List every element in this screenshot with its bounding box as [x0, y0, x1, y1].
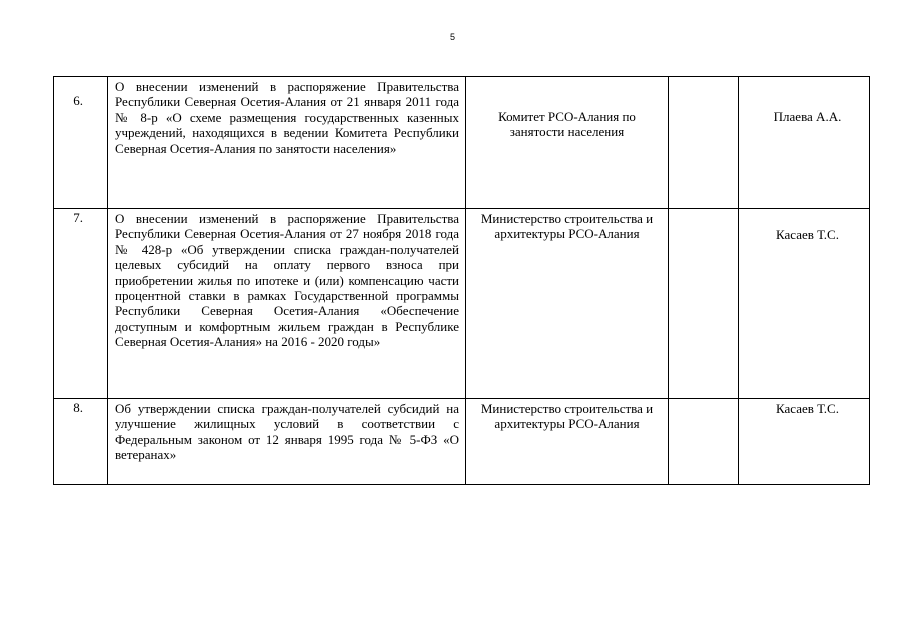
row-organization: Министерство строительства и архитектуры РСО-Алания — [466, 209, 669, 399]
row-number: 8. — [54, 399, 108, 485]
description-text: О внесении изменений в распоряжение Правительства Республики Северная Осетия-Алания от 27 ноября 2018 года № 428-р «Об утверждении списка граждан-получателей целевых субсидий на оплату первого взноса при приобретении жилья по ипотеке и (или) компенсацию части процентной ставки в рамках Государственной программы Республики Северная Осетия-Алания «Обеспечение доступным и комфортным жильем граждан в Республике Северная Осетия-Алания» на 2016 - 2020 годы» — [115, 211, 459, 350]
row-description — [108, 77, 466, 209]
plan-table — [53, 76, 870, 485]
row-description — [108, 399, 466, 485]
row-term — [669, 399, 739, 485]
row-organization: Министерство строительства и архитектуры РСО-Алания — [466, 399, 669, 485]
row-responsible: Плаева А.А. — [739, 77, 870, 209]
row-number: 6. — [54, 77, 108, 209]
table-row — [54, 209, 870, 399]
table-row — [54, 399, 870, 485]
description-text: О внесении изменений в распоряжение Правительства Республики Северная Осетия-Алания от 21 января 2011 года № 8-р «О схеме размещения государственных казенных учреждений, находящихся в ведении Комитета Республики Северная Осетия-Алания по занятости населения» — [115, 79, 459, 156]
row-organization: Комитет РСО-Алания по занятости населения — [466, 77, 669, 209]
table-row — [54, 77, 870, 209]
row-responsible: Касаев Т.С. — [739, 399, 870, 485]
description-text: Об утверждении списка граждан-получателей субсидий на улучшение жилищных условий в соответствии с Федеральным законом от 12 января 1995 года № 5-ФЗ «О ветеранах» — [115, 401, 459, 463]
row-term — [669, 209, 739, 399]
row-description — [108, 209, 466, 399]
row-number: 7. — [54, 209, 108, 399]
page-number: 5 — [449, 32, 455, 42]
row-responsible: Касаев Т.С. — [739, 209, 870, 399]
row-term — [669, 77, 739, 209]
